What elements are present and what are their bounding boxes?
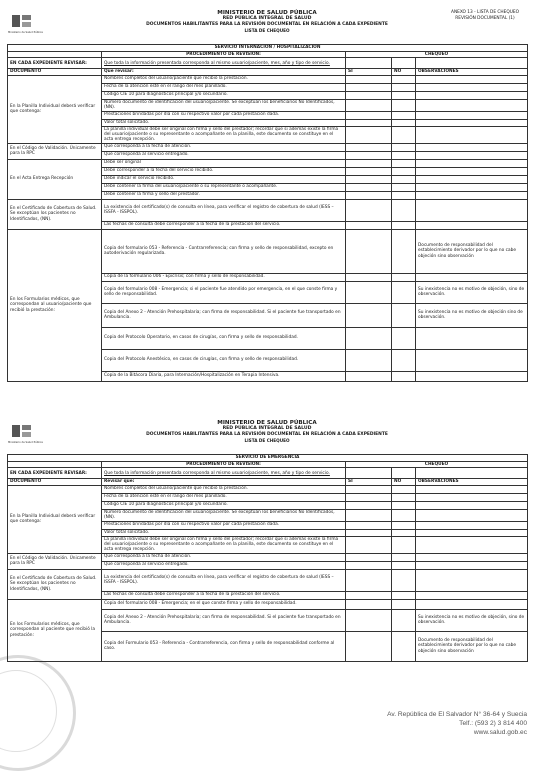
procedure-header: PROCEDIMIENTO DE REVISIÓN: bbox=[102, 52, 346, 58]
form-observation bbox=[416, 273, 528, 281]
certificate-item: La existencia del certificado(s) de consulta en línea, para verificar el registro de cobertura de salud (IESS – ISSFA - ISSPOL). bbox=[102, 569, 346, 591]
observation-field[interactable] bbox=[416, 111, 528, 119]
form-item: Copia del Formulario 053 - Referencia - Contrarreferencia, con firma y sello de responsabilidad conforme al caso. bbox=[102, 631, 346, 661]
planilla-item: Valor total solicitado. bbox=[102, 529, 346, 536]
observation-field[interactable] bbox=[416, 159, 528, 167]
document-col-header: DOCUMENTO bbox=[8, 69, 102, 75]
si-checkbox[interactable] bbox=[346, 111, 392, 119]
observation-field[interactable] bbox=[416, 119, 528, 126]
footer-contact bbox=[387, 710, 527, 737]
no-checkbox[interactable] bbox=[392, 273, 416, 281]
observation-field[interactable] bbox=[416, 143, 528, 151]
si-checkbox[interactable] bbox=[346, 521, 392, 529]
si-checkbox[interactable] bbox=[346, 159, 392, 167]
checklist-table bbox=[7, 454, 528, 662]
form-item: Copia del formulario 008 - Emergencia; si el paciente fue atendido por emergencia, en el que conste firma y sello de responsabilidad. bbox=[102, 281, 346, 303]
no-checkbox[interactable] bbox=[392, 83, 416, 91]
network-name: RED PÚBLICA INTEGRAL DE SALUD bbox=[222, 426, 312, 431]
certificate-label: En el Certificado de Cobertura de Salud. Se exceptúan los pacientes no Identificados, (NN). bbox=[8, 569, 102, 599]
observation-field[interactable] bbox=[416, 191, 528, 199]
acta-item: Debe ser original bbox=[102, 159, 346, 167]
no-checkbox[interactable] bbox=[392, 303, 416, 327]
no-checkbox[interactable] bbox=[392, 221, 416, 229]
observation-field[interactable] bbox=[416, 529, 528, 536]
forms-label: En los Formularios médicos, que correspondan al paciente que recibió la prestación: bbox=[8, 599, 102, 661]
si-checkbox[interactable] bbox=[346, 553, 392, 561]
service-title: SERVICIO DE EMERGENCIA bbox=[8, 455, 528, 462]
form-item: Copia de la Bitácora Diaria, para Internación/Hospitalización en Terapia Intensiva. bbox=[102, 371, 346, 381]
no-checkbox[interactable] bbox=[392, 75, 416, 83]
certificate-item: Las fechas de consulta debe corresponder a la fecha de la prestación del servicio. bbox=[102, 221, 346, 229]
no-checkbox[interactable] bbox=[392, 281, 416, 303]
no-checkbox[interactable] bbox=[392, 485, 416, 493]
observation-field[interactable] bbox=[416, 521, 528, 529]
no-checkbox[interactable] bbox=[392, 111, 416, 119]
si-checkbox[interactable] bbox=[346, 327, 392, 349]
si-checkbox[interactable] bbox=[346, 509, 392, 521]
document-title bbox=[127, 10, 407, 34]
planilla-label: En la Planilla Individual deberá verificar que contenga: bbox=[8, 485, 102, 553]
certificate-label: En el Certificado de Cobertura de Salud. Se exceptúan los pacientes no Identificados, (NN). bbox=[8, 199, 102, 229]
observation-field[interactable] bbox=[416, 221, 528, 229]
form-observation: Su inexistencia no es motivo de objeción, sino de observación. bbox=[416, 281, 528, 303]
planilla-label: En la Planilla Individual deberá verificar que contenga: bbox=[8, 75, 102, 143]
planilla-item: Nombres completos del usuario/paciente que recibió la prestación. bbox=[102, 485, 346, 493]
acta-item: Debe corresponder a la fecha del servicio recibido. bbox=[102, 167, 346, 175]
si-checkbox[interactable] bbox=[346, 91, 392, 99]
acta-item: Debe indicar el servicio recibido. bbox=[102, 175, 346, 183]
acta-label: En el Acta Entrega Recepción bbox=[8, 159, 102, 199]
observation-field[interactable] bbox=[416, 183, 528, 191]
no-checkbox[interactable] bbox=[392, 119, 416, 126]
form-item: Copia del Anexo 2 - Atención Prehospitalaria; con firma de responsabilidad. Si el paciente fue transportado en Ambulancia. bbox=[102, 303, 346, 327]
no-checkbox[interactable] bbox=[392, 509, 416, 521]
acta-item: Debe contener la firma del usuario/paciente o su representante o acompañante. bbox=[102, 183, 346, 191]
planilla-item: Código CIE 10 para diagnósticos principal y/o secundario. bbox=[102, 91, 346, 99]
documents-title: DOCUMENTOS HABILITANTES PARA LA REVISIÓN DOCUMENTAL EN RELACIÓN A CADA EXPEDIENTE bbox=[146, 432, 388, 437]
no-checkbox[interactable] bbox=[392, 349, 416, 371]
observation-field[interactable] bbox=[416, 99, 528, 111]
checklist-table bbox=[7, 44, 528, 382]
no-checkbox[interactable] bbox=[392, 175, 416, 183]
footer-website[interactable]: www.salud.gob.ec bbox=[473, 729, 527, 736]
si-checkbox[interactable] bbox=[346, 609, 392, 631]
observation-field[interactable] bbox=[416, 561, 528, 569]
document-header bbox=[7, 10, 527, 44]
no-checkbox[interactable] bbox=[392, 609, 416, 631]
certificate-item: Las fechas de consulta debe corresponder a la fecha de la prestación del servicio. bbox=[102, 591, 346, 599]
each-file-desc: Que toda la información presentada corresponda al mismo usuario/paciente, mes, año y tipo de servicio. bbox=[102, 58, 346, 69]
certificate-item: La existencia del certificado(s) de consulta en línea, para verificar el registro de cobertura de salud (IESS – ISSFA - ISSPOL). bbox=[102, 199, 346, 221]
no-checkbox[interactable] bbox=[392, 536, 416, 553]
observation-field[interactable] bbox=[416, 75, 528, 83]
no-checkbox[interactable] bbox=[392, 591, 416, 599]
si-checkbox[interactable] bbox=[346, 229, 392, 273]
form-item: Copia del formulario 008 - Emergencia; en el que conste firma y sello de responsabilidad. bbox=[102, 599, 346, 609]
no-checkbox[interactable] bbox=[392, 631, 416, 661]
checklist-title: LISTA DE CHEQUEO bbox=[244, 28, 290, 33]
checklist-emergency bbox=[7, 420, 527, 662]
no-col-header: NO bbox=[392, 479, 416, 485]
planilla-item: Fecha de la atención esté en el rango del mes planillado. bbox=[102, 83, 346, 91]
acta-item: Debe contener la firma y sello del prestador. bbox=[102, 191, 346, 199]
form-item: Copia del formulario 053 - Referencia - Contrarreferencia; con firma y sello de responsabilidad, excepto en autoderivación regularizada. bbox=[102, 229, 346, 273]
observation-field[interactable] bbox=[416, 569, 528, 591]
annex-label: ANEXO 13 - LISTA DE CHEQUEO bbox=[451, 10, 519, 15]
document-header bbox=[7, 420, 527, 454]
si-col-header: SI bbox=[346, 479, 392, 485]
planilla-item: Valor total solicitado. bbox=[102, 119, 346, 126]
no-checkbox[interactable] bbox=[392, 91, 416, 99]
no-checkbox[interactable] bbox=[392, 191, 416, 199]
si-checkbox[interactable] bbox=[346, 151, 392, 159]
observation-field[interactable] bbox=[416, 501, 528, 509]
form-item: Copia del Protocolo Anestésico, en casos de cirugías, con firma y sello de responsabilidad. bbox=[102, 349, 346, 371]
logo-caption: Ministerio de Salud Pública bbox=[8, 31, 43, 34]
observation-field[interactable] bbox=[416, 591, 528, 599]
planilla-item: La planilla individual debe ser original con firma y sello del prestador; recordar que si además existe la firma del usuario/paciente o su representante o acompañante en la planilla, este documento se constituye en el acta entrega recepción. bbox=[102, 536, 346, 553]
validation-label: En el Código de Validación. Únicamente para la RPC bbox=[8, 143, 102, 159]
si-col-header: SI bbox=[346, 69, 392, 75]
form-item: Copia del Anexo 2 - Atención Prehospitalaria; con firma de responsabilidad. Si el paciente fue transportado en Ambulancia. bbox=[102, 609, 346, 631]
observation-field[interactable] bbox=[416, 485, 528, 493]
no-checkbox[interactable] bbox=[392, 126, 416, 143]
si-checkbox[interactable] bbox=[346, 529, 392, 536]
observation-field[interactable] bbox=[416, 126, 528, 143]
no-checkbox[interactable] bbox=[392, 501, 416, 509]
no-checkbox[interactable] bbox=[392, 569, 416, 591]
si-checkbox[interactable] bbox=[346, 167, 392, 175]
si-checkbox[interactable] bbox=[346, 83, 392, 91]
no-checkbox[interactable] bbox=[392, 229, 416, 273]
si-checkbox[interactable] bbox=[346, 371, 392, 381]
observation-field[interactable] bbox=[416, 509, 528, 521]
form-observation bbox=[416, 349, 528, 371]
validation-item: Que corresponda a la fecha de atención. bbox=[102, 143, 346, 151]
planilla-item: Nombres completos del usuario/paciente que recibió la prestación. bbox=[102, 75, 346, 83]
no-col-header: NO bbox=[392, 69, 416, 75]
validation-label: En el Código de Validación. Únicamente para la RPC bbox=[8, 553, 102, 569]
si-checkbox[interactable] bbox=[346, 75, 392, 83]
form-item: Copia del Protocolo Operatorio, en casos de cirugías, con firma y sello de responsabilidad. bbox=[102, 327, 346, 349]
planilla-item: Número documento de identificación del usuario/paciente. Se exceptúan los beneficiarios No Identificados, (NN). bbox=[102, 99, 346, 111]
si-checkbox[interactable] bbox=[346, 175, 392, 183]
si-checkbox[interactable] bbox=[346, 143, 392, 151]
si-checkbox[interactable] bbox=[346, 303, 392, 327]
si-checkbox[interactable] bbox=[346, 99, 392, 111]
check-header: CHEQUEO bbox=[346, 462, 528, 468]
checklist-title: LISTA DE CHEQUEO bbox=[244, 438, 290, 443]
no-checkbox[interactable] bbox=[392, 143, 416, 151]
form-observation bbox=[416, 371, 528, 381]
si-checkbox[interactable] bbox=[346, 126, 392, 143]
si-checkbox[interactable] bbox=[346, 599, 392, 609]
obs-col-header: OBSERVACIONES bbox=[416, 69, 528, 75]
si-checkbox[interactable] bbox=[346, 273, 392, 281]
si-checkbox[interactable] bbox=[346, 631, 392, 661]
observation-field[interactable] bbox=[416, 536, 528, 553]
checklist-hospitalization bbox=[7, 10, 527, 382]
logo-caption: Ministerio de Salud Pública bbox=[8, 441, 43, 444]
observation-field[interactable] bbox=[416, 167, 528, 175]
si-checkbox[interactable] bbox=[346, 281, 392, 303]
si-checkbox[interactable] bbox=[346, 183, 392, 191]
planilla-item: La planilla individual debe ser original con firma y sello del prestador; recordar que si además existe la firma del usuario/paciente o su representante o acompañante en la planilla, este documento se constituye en el acta entrega recepción. bbox=[102, 126, 346, 143]
observation-field[interactable] bbox=[416, 91, 528, 99]
validation-item: Que corresponda a la fecha de atención. bbox=[102, 553, 346, 561]
ministry-logo-icon bbox=[11, 13, 33, 29]
form-observation bbox=[416, 599, 528, 609]
si-checkbox[interactable] bbox=[346, 199, 392, 221]
observation-field[interactable] bbox=[416, 199, 528, 221]
si-checkbox[interactable] bbox=[346, 119, 392, 126]
ministry-name: MINISTERIO DE SALUD PÚBLICA bbox=[217, 10, 317, 16]
planilla-item: Código CIE 10 para diagnósticos principal y/o secundario. bbox=[102, 501, 346, 509]
si-checkbox[interactable] bbox=[346, 591, 392, 599]
forms-label: En los Formularios médicos, que correspondan al usuario/paciente que recibió la prestación: bbox=[8, 229, 102, 381]
ministry-name: MINISTERIO DE SALUD PÚBLICA bbox=[217, 420, 317, 426]
form-observation bbox=[416, 327, 528, 349]
si-checkbox[interactable] bbox=[346, 191, 392, 199]
procedure-header: PROCEDIMIENTO DE REVISIÓN: bbox=[102, 462, 346, 468]
si-checkbox[interactable] bbox=[346, 221, 392, 229]
each-file-desc: Que toda la información presentada corresponda al mismo usuario/paciente, mes, año y tipo de servicio. bbox=[102, 468, 346, 479]
planilla-item: Fecha de la atención esté en el rango del mes planillado. bbox=[102, 493, 346, 501]
review-col-header: Revisar que: bbox=[102, 479, 346, 485]
each-file-label: EN CADA EXPEDIENTE REVISAR: bbox=[8, 468, 102, 479]
form-item: Copia de la formulario 006 - Epicrisis; con firma y sello de responsabilidad. bbox=[102, 273, 346, 281]
service-title: SERVICIO INTERNACIÓN / HOSPITALIZACIÓN bbox=[8, 45, 528, 52]
planilla-item: Prestaciones brindadas por día con su respectivo valor por cada prestación dada. bbox=[102, 521, 346, 529]
network-name: RED PÚBLICA INTEGRAL DE SALUD bbox=[222, 16, 312, 21]
observation-field[interactable] bbox=[416, 493, 528, 501]
form-observation: Su inexistencia no es motivo de objeción, sino de observación. bbox=[416, 609, 528, 631]
observation-field[interactable] bbox=[416, 175, 528, 183]
si-checkbox[interactable] bbox=[346, 493, 392, 501]
no-checkbox[interactable] bbox=[392, 371, 416, 381]
no-checkbox[interactable] bbox=[392, 553, 416, 561]
validation-item: Que corresponda al servicio entregado. bbox=[102, 561, 346, 569]
obs-col-header: OBSERVACIONES bbox=[416, 479, 528, 485]
form-observation: Documento de responsabilidad del establecimiento derivador por lo que no cabe objeción sino observación bbox=[416, 631, 528, 661]
revision-label: REVISIÓN DOCUMENTAL (1) bbox=[455, 16, 515, 21]
si-checkbox[interactable] bbox=[346, 569, 392, 591]
no-checkbox[interactable] bbox=[392, 493, 416, 501]
ministry-logo-icon bbox=[11, 423, 33, 439]
no-checkbox[interactable] bbox=[392, 327, 416, 349]
check-header: CHEQUEO bbox=[346, 52, 528, 58]
no-checkbox[interactable] bbox=[392, 99, 416, 111]
form-observation: Su inexistencia no es motivo de objeción sino de observación. bbox=[416, 303, 528, 327]
planilla-item: Prestaciones brindadas por día con su respectivo valor por cada prestación dada. bbox=[102, 111, 346, 119]
no-checkbox[interactable] bbox=[392, 521, 416, 529]
no-checkbox[interactable] bbox=[392, 199, 416, 221]
no-checkbox[interactable] bbox=[392, 159, 416, 167]
observation-field[interactable] bbox=[416, 83, 528, 91]
annex-title bbox=[451, 10, 519, 22]
review-col-header: Que revisar: bbox=[102, 69, 346, 75]
si-checkbox[interactable] bbox=[346, 561, 392, 569]
each-file-label: EN CADA EXPEDIENTE REVISAR: bbox=[8, 58, 102, 69]
form-observation: Documento de responsabilidad del establecimiento derivador por lo que no cabe objeción sino observación bbox=[416, 229, 528, 273]
document-title bbox=[127, 420, 407, 444]
no-checkbox[interactable] bbox=[392, 167, 416, 175]
no-checkbox[interactable] bbox=[392, 151, 416, 159]
footer-address: Av. República de El Salvador N° 36-64 y Suecia bbox=[387, 711, 527, 718]
footer-phone: Telf.: (593 2) 3 814 400 bbox=[459, 720, 527, 727]
observation-field[interactable] bbox=[416, 553, 528, 561]
no-checkbox[interactable] bbox=[392, 183, 416, 191]
planilla-item: Número documento de identificación del usuario/paciente. Se exceptúan los beneficiarios No Identificados, (NN). bbox=[102, 509, 346, 521]
no-checkbox[interactable] bbox=[392, 529, 416, 536]
documents-title: DOCUMENTOS HABILITANTES PARA LA REVISIÓN DOCUMENTAL EN RELACIÓN A CADA EXPEDIENTE bbox=[146, 22, 388, 27]
si-checkbox[interactable] bbox=[346, 485, 392, 493]
validation-item: Que corresponda al servicio entregado. bbox=[102, 151, 346, 159]
si-checkbox[interactable] bbox=[346, 536, 392, 553]
document-col-header: DOCUMENTO bbox=[8, 479, 102, 485]
si-checkbox[interactable] bbox=[346, 349, 392, 371]
no-checkbox[interactable] bbox=[392, 599, 416, 609]
si-checkbox[interactable] bbox=[346, 501, 392, 509]
observation-field[interactable] bbox=[416, 151, 528, 159]
no-checkbox[interactable] bbox=[392, 561, 416, 569]
